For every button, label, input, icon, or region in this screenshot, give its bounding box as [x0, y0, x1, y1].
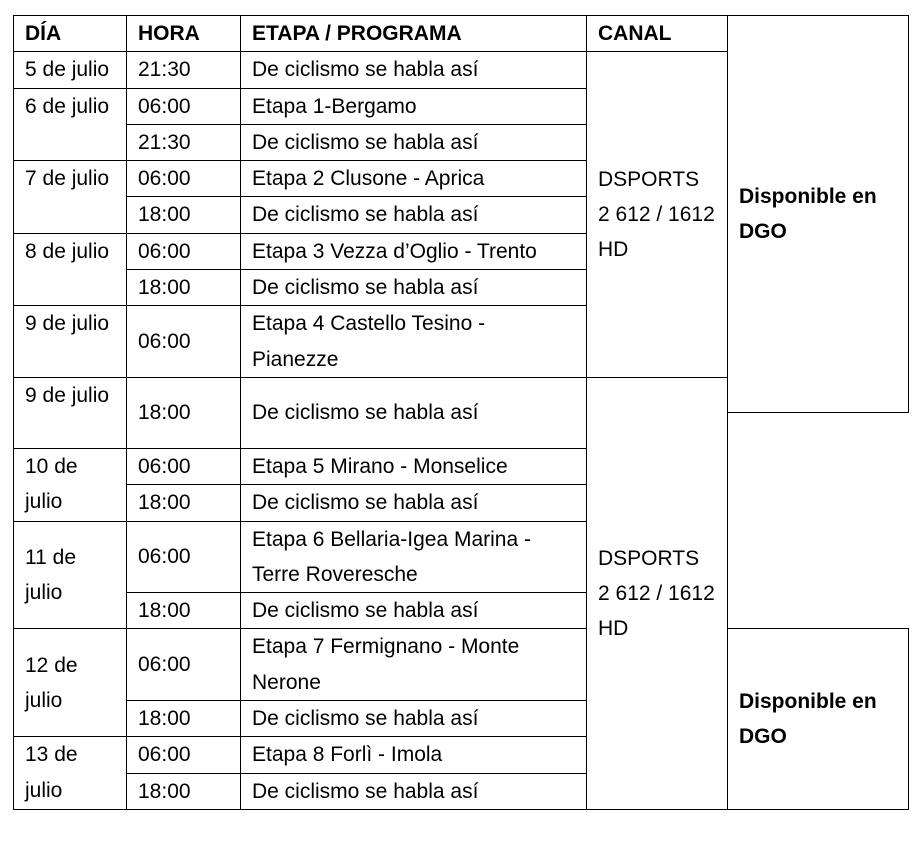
day-cell: 7 de julio: [14, 161, 127, 234]
availability-text-2: Disponible en DGO: [739, 689, 877, 749]
program-cell: Etapa 8 Forlì - Imola: [241, 737, 587, 773]
availability-cell-2: [728, 629, 909, 809]
program-cell: De ciclismo se habla así: [241, 377, 587, 448]
program-cell: De ciclismo se habla así: [241, 270, 587, 306]
program-cell: Etapa 6 Bellaria-Igea Marina - Terre Roveresche: [241, 521, 587, 593]
availability-cell-1: [728, 16, 909, 413]
program-cell: Etapa 4 Castello Tesino - Pianezze: [241, 306, 587, 378]
time-cell: 18:00: [127, 701, 241, 737]
time-cell: 06:00: [127, 233, 241, 269]
time-cell: 06:00: [127, 629, 241, 701]
program-cell: De ciclismo se habla así: [241, 124, 587, 160]
time-cell: 06:00: [127, 737, 241, 773]
table-row: [14, 485, 909, 521]
day-cell: 9 de julio: [14, 306, 127, 378]
header-hora: HORA: [127, 16, 241, 52]
program-cell: De ciclismo se habla así: [241, 485, 587, 521]
header-canal: CANAL: [587, 16, 728, 52]
time-cell: 18:00: [127, 485, 241, 521]
day-cell: 11 de julio: [14, 521, 127, 629]
day-cell: 8 de julio: [14, 233, 127, 306]
day-cell: 5 de julio: [14, 52, 127, 88]
time-cell: 06:00: [127, 161, 241, 197]
day-cell: 13 de julio: [14, 737, 127, 810]
time-cell: 21:30: [127, 52, 241, 88]
program-cell: De ciclismo se habla así: [241, 773, 587, 809]
time-cell: 18:00: [127, 773, 241, 809]
header-etapa: ETAPA / PROGRAMA: [241, 16, 587, 52]
schedule-table: [13, 15, 909, 810]
program-cell: Etapa 3 Vezza d’Oglio - Trento: [241, 233, 587, 269]
program-cell: Etapa 1-Bergamo: [241, 88, 587, 124]
header-dia: DÍA: [14, 16, 127, 52]
table-row: [14, 629, 909, 665]
time-cell: 18:00: [127, 377, 241, 448]
channel-text-2: DSPORTS 2 612 / 1612 HD: [598, 546, 715, 641]
time-cell: 06:00: [127, 448, 241, 484]
channel-cell-1: [587, 52, 728, 378]
table-row: [14, 521, 909, 557]
time-cell: 18:00: [127, 593, 241, 629]
time-cell: 18:00: [127, 197, 241, 233]
time-cell: 06:00: [127, 521, 241, 593]
channel-text-1: DSPORTS 2 612 / 1612 HD: [598, 167, 715, 262]
day-cell: 6 de julio: [14, 88, 127, 161]
program-cell: Etapa 2 Clusone - Aprica: [241, 161, 587, 197]
time-cell: 06:00: [127, 88, 241, 124]
availability-text-1: Disponible en DGO: [739, 184, 877, 244]
time-cell: 06:00: [127, 306, 241, 378]
program-cell: De ciclismo se habla así: [241, 52, 587, 88]
day-cell: 12 de julio: [14, 629, 127, 737]
time-cell: 18:00: [127, 270, 241, 306]
table-row: [14, 593, 909, 629]
program-cell: De ciclismo se habla así: [241, 593, 587, 629]
time-cell: 21:30: [127, 124, 241, 160]
day-cell: 10 de julio: [14, 448, 127, 521]
header-row: [14, 16, 909, 52]
table-row: [14, 448, 909, 484]
day-cell: 9 de julio: [14, 377, 127, 448]
channel-cell-2: [587, 377, 728, 809]
program-cell: De ciclismo se habla así: [241, 197, 587, 233]
program-cell: Etapa 7 Fermignano - Monte Nerone: [241, 629, 587, 701]
program-cell: Etapa 5 Mirano - Monselice: [241, 448, 587, 484]
program-cell: De ciclismo se habla así: [241, 701, 587, 737]
